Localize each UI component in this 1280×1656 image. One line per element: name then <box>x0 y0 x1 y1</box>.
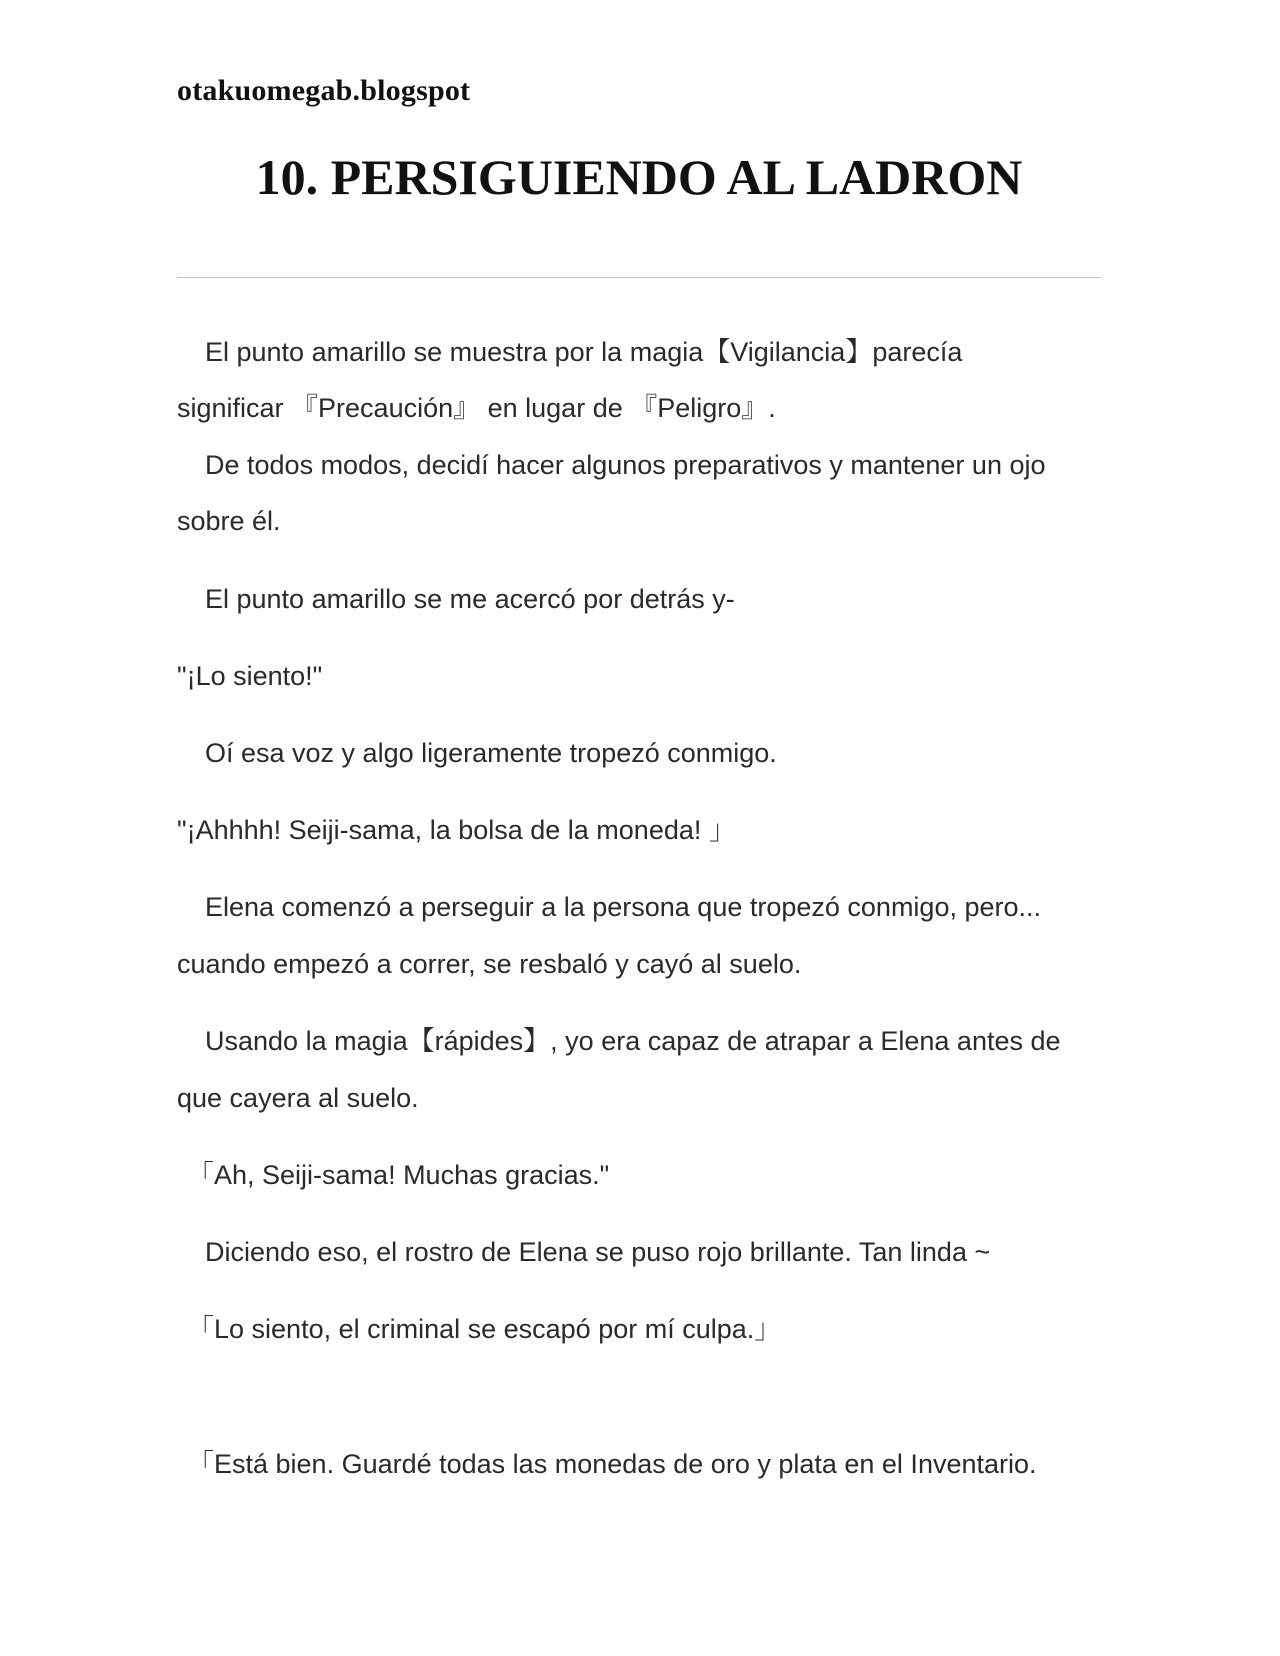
paragraph-line: 「Está bien. Guardé todas las monedas de oro y plata en el Inventario. <box>187 1449 1037 1479</box>
paragraph-line: Usando la magia【rápides】, yo era capaz de atrapar a Elena antes de <box>205 1026 1061 1056</box>
title-divider <box>177 277 1101 278</box>
paragraph-line: "¡Lo siento!" <box>177 661 323 691</box>
paragraph-line: "¡Ahhhh! Seiji-sama, la bolsa de la moneda! 」 <box>177 815 736 845</box>
paragraph-line: 「Lo siento, el criminal se escapó por mí culpa.」 <box>187 1314 782 1344</box>
paragraph-line: 「Ah, Seiji-sama! Muchas gracias." <box>187 1160 610 1190</box>
paragraph-line: sobre él. <box>177 506 281 536</box>
paragraph-line: De todos modos, decidí hacer algunos preparativos y mantener un ojo <box>205 450 1046 480</box>
paragraph-line: El punto amarillo se me acercó por detrás y- <box>205 584 735 614</box>
chapter-title: 10. PERSIGUIENDO AL LADRON <box>255 149 1023 205</box>
paragraph-line: Elena comenzó a perseguir a la persona que tropezó conmigo, pero... <box>205 892 1042 922</box>
paragraph-line: significar 『Precaución』 en lugar de 『Peligro』. <box>177 393 776 423</box>
paragraph-line: El punto amarillo se muestra por la magia【Vigilancia】parecía <box>205 337 963 367</box>
paragraph-line: cuando empezó a correr, se resbaló y cayó al suelo. <box>177 949 802 979</box>
paragraph-line: que cayera al suelo. <box>177 1083 419 1113</box>
site-name: otakuomegab.blogspot <box>177 74 471 107</box>
paragraph-line: Oí esa voz y algo ligeramente tropezó conmigo. <box>205 738 777 768</box>
paragraph-line: Diciendo eso, el rostro de Elena se puso rojo brillante. Tan linda ~ <box>205 1237 991 1267</box>
